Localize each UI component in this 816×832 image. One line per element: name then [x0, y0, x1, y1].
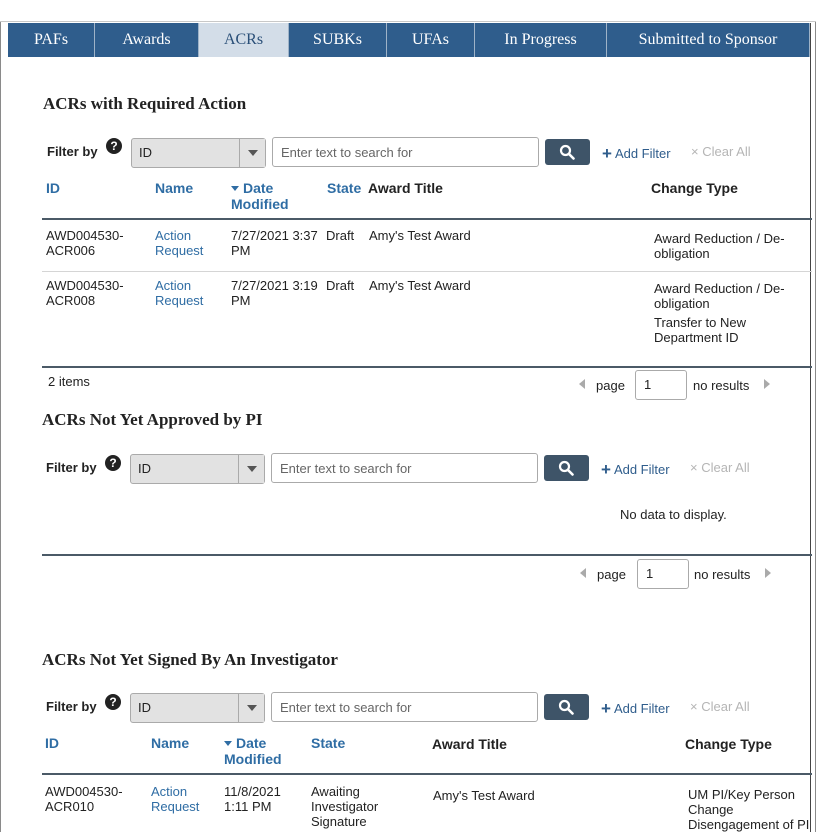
- chevron-down-icon: [238, 455, 264, 483]
- filter-field-select[interactable]: [130, 454, 265, 484]
- clear-all-label: Clear All: [701, 699, 750, 714]
- row-award-title: Amy's Test Award: [369, 228, 471, 243]
- search-icon: [558, 699, 574, 715]
- next-page-icon[interactable]: [765, 568, 771, 578]
- table-footer-divider: [42, 554, 812, 556]
- tab-subks[interactable]: SUBKs: [289, 23, 387, 57]
- search-input[interactable]: [271, 692, 538, 722]
- column-header-state[interactable]: State: [311, 735, 346, 751]
- prev-page-icon[interactable]: [580, 568, 586, 578]
- row-name-link[interactable]: Action Request: [151, 784, 200, 814]
- table-header-divider: [42, 773, 812, 775]
- search-button[interactable]: [544, 694, 589, 720]
- date-modified-label: Date Modified: [231, 180, 289, 212]
- column-header-id[interactable]: ID: [45, 735, 59, 751]
- row-award-title: Amy's Test Award: [369, 278, 471, 293]
- search-button[interactable]: [544, 455, 589, 481]
- tab-in-progress[interactable]: In Progress: [475, 23, 607, 57]
- column-header-id[interactable]: ID: [46, 180, 60, 196]
- page-number-input[interactable]: 1: [635, 370, 687, 400]
- plus-icon: +: [601, 699, 611, 718]
- add-filter-button[interactable]: [602, 144, 671, 164]
- column-header-state[interactable]: State: [327, 180, 362, 196]
- plus-icon: +: [601, 460, 611, 479]
- date-modified-label: Date Modified: [224, 735, 282, 767]
- table-header-divider: [42, 218, 812, 220]
- column-header-date-modified[interactable]: [231, 180, 311, 212]
- results-label: no results: [693, 378, 750, 393]
- add-filter-button[interactable]: [601, 460, 670, 480]
- row-change-type: Award Reduction / De- obligation: [654, 231, 785, 261]
- filter-field-value: ID: [139, 145, 152, 160]
- add-filter-label: Add Filter: [613, 701, 670, 716]
- row-change-type-2: Transfer to New Department ID: [654, 315, 746, 345]
- next-page-icon[interactable]: [764, 379, 770, 389]
- row-date: 7/27/2021 3:37 PM: [231, 228, 318, 258]
- tab-submitted-to-sponsor[interactable]: Submitted to Sponsor: [607, 23, 810, 57]
- row-change-type: UM PI/Key Person Change Disengagement of PI: [688, 787, 810, 832]
- help-icon[interactable]: ?: [105, 694, 121, 710]
- section-title-not-approved: ACRs Not Yet Approved by PI: [42, 410, 263, 429]
- row-date: 7/27/2021 3:19 PM: [231, 278, 318, 308]
- filter-field-value: ID: [138, 461, 151, 476]
- filter-field-select[interactable]: [130, 693, 265, 723]
- page-label: page: [596, 378, 625, 393]
- row-name-link[interactable]: Action Request: [155, 278, 204, 308]
- item-count: 2 items: [48, 374, 90, 389]
- chevron-down-icon: [238, 694, 264, 722]
- search-input[interactable]: [272, 137, 539, 167]
- help-icon[interactable]: ?: [106, 138, 122, 154]
- tab-pafs[interactable]: PAFs: [8, 23, 95, 57]
- section-title-not-signed: ACRs Not Yet Signed By An Investigator: [42, 650, 338, 669]
- help-icon[interactable]: ?: [105, 455, 121, 471]
- panel-border: [810, 23, 811, 832]
- add-filter-label: Add Filter: [613, 462, 670, 477]
- row-id: AWD004530- ACR010: [45, 784, 123, 814]
- row-state: Draft: [326, 278, 355, 293]
- column-header-change-type: Change Type: [651, 180, 738, 196]
- row-divider: [42, 271, 812, 272]
- column-header-date-modified[interactable]: [224, 735, 304, 767]
- row-date: 11/8/2021 1:11 PM: [224, 784, 281, 814]
- clear-all-button[interactable]: [690, 460, 750, 475]
- row-state: Draft: [326, 228, 355, 243]
- column-header-name[interactable]: Name: [151, 735, 190, 751]
- page-label: page: [597, 567, 626, 582]
- filter-label: Filter by: [46, 699, 97, 714]
- plus-icon: +: [602, 144, 612, 163]
- clear-all-label: Clear All: [702, 144, 751, 159]
- column-header-name[interactable]: Name: [155, 180, 194, 196]
- close-icon: ×: [691, 144, 699, 159]
- filter-label: Filter by: [47, 144, 98, 159]
- column-header-award-title: Award Title: [368, 180, 443, 196]
- search-input[interactable]: [271, 453, 538, 483]
- table-footer-divider: [42, 366, 812, 368]
- results-label: no results: [694, 567, 751, 582]
- row-id: AWD004530- ACR008: [46, 278, 124, 308]
- tab-acrs[interactable]: ACRs: [199, 23, 289, 57]
- close-icon: ×: [690, 699, 698, 714]
- row-name-link[interactable]: Action Request: [155, 228, 204, 258]
- close-icon: ×: [690, 460, 698, 475]
- row-change-type: Award Reduction / De- obligation: [654, 281, 785, 311]
- tab-ufas[interactable]: UFAs: [387, 23, 475, 57]
- clear-all-button[interactable]: [690, 699, 750, 714]
- row-award-title: Amy's Test Award: [433, 788, 535, 803]
- sort-desc-icon: [231, 186, 239, 191]
- tab-bar: [8, 23, 810, 57]
- search-button[interactable]: [545, 139, 590, 165]
- clear-all-label: Clear All: [701, 460, 750, 475]
- sort-desc-icon: [224, 741, 232, 746]
- page-number-input[interactable]: 1: [637, 559, 689, 589]
- prev-page-icon[interactable]: [579, 379, 585, 389]
- clear-all-button[interactable]: [691, 144, 751, 159]
- filter-field-select[interactable]: [131, 138, 266, 168]
- search-icon: [559, 144, 575, 160]
- search-icon: [558, 460, 574, 476]
- no-data-message: No data to display.: [620, 507, 727, 522]
- row-id: AWD004530- ACR006: [46, 228, 124, 258]
- column-header-award-title: Award Title: [432, 736, 507, 752]
- add-filter-label: Add Filter: [614, 146, 671, 161]
- filter-label: Filter by: [46, 460, 97, 475]
- column-header-change-type: Change Type: [685, 736, 772, 752]
- section-title-required-action: ACRs with Required Action: [43, 94, 247, 113]
- tab-awards[interactable]: Awards: [95, 23, 199, 57]
- add-filter-button[interactable]: [601, 699, 670, 719]
- row-state: Awaiting Investigator Signature: [311, 784, 379, 829]
- filter-field-value: ID: [138, 700, 151, 715]
- top-bar: [0, 0, 816, 22]
- chevron-down-icon: [239, 139, 265, 167]
